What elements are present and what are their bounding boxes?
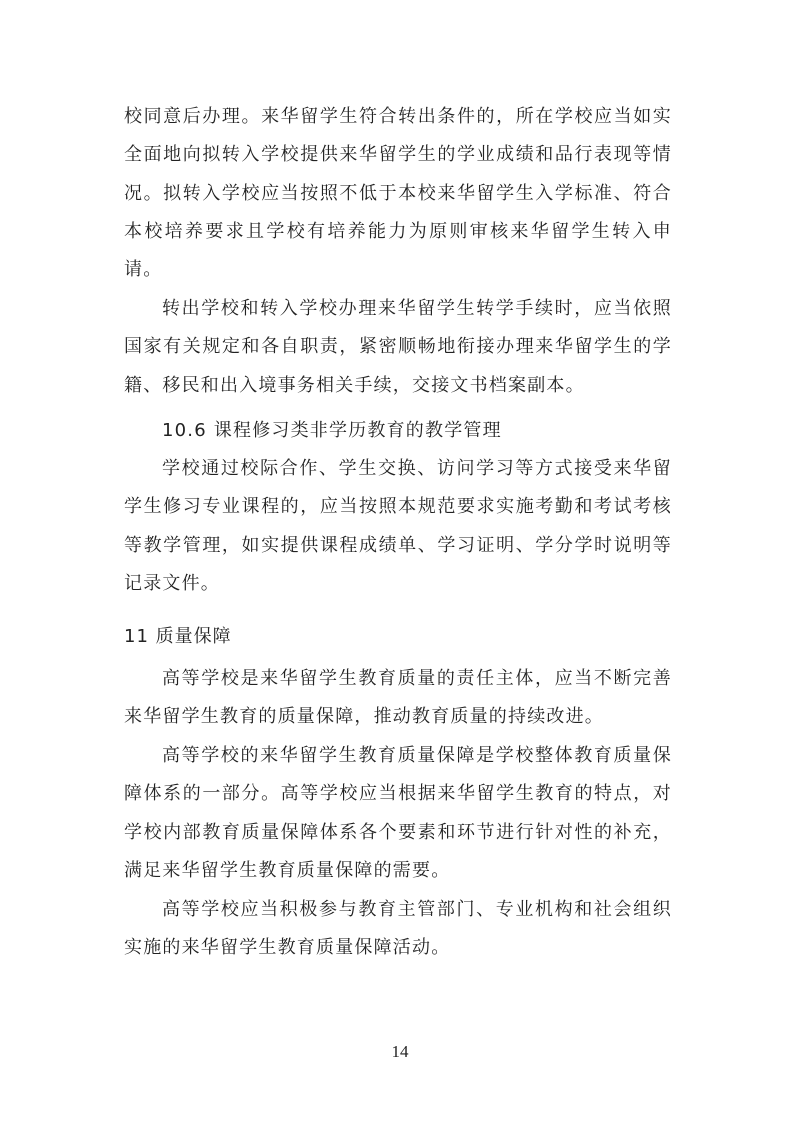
paragraph-quality-responsibility: 高等学校是来华留学生教育质量的责任主体，应当不断完善来华留学生教育的质量保障，推动教育质量的持续改进。 [124,668,672,728]
paragraph-quality-activities: 高等学校应当积极参与教育主管部门、专业机构和社会组织实施的来华留学生教育质量保障活动。 [124,899,672,959]
paragraph-transfer-formalities: 转出学校和转入学校办理来华留学生转学手续时，应当依照国家有关规定和各自职责，紧密顺畅地衔接办理来华留学生的学籍、移民和出入境事务相关手续，交接文书档案副本。 [124,298,672,396]
page-number: 14 [391,1042,409,1061]
paragraph-quality-system: 高等学校的来华留学生教育质量保障是学校整体教育质量保障体系的一部分。高等学校应当根据来华留学生教育的特点，对学校内部教育质量保障体系各个要素和环节进行针对性的补充，满足来华留学生教育质量保障的需要。 [124,745,672,881]
section-heading-10-6: 10.6 课程修习类非学历教育的教学管理 [162,420,502,441]
section-heading-11: 11 质量保障 [124,626,232,647]
paragraph-course-study: 学校通过校际合作、学生交换、访问学习等方式接受来华留学生修习专业课程的，应当按照本规范要求实施考勤和考试考核等教学管理，如实提供课程成绩单、学习证明、学分学时说明等记录文件。 [124,458,672,594]
paragraph-transfer-procedure: 校同意后办理。来华留学生符合转出条件的，所在学校应当如实全面地向拟转入学校提供来华留学生的学业成绩和品行表现等情况。拟转入学校应当按照不低于本校来华留学生入学标准、符合本校培养要求且学校有培养能力为原则审核来华留学生转入申请。 [124,106,672,281]
